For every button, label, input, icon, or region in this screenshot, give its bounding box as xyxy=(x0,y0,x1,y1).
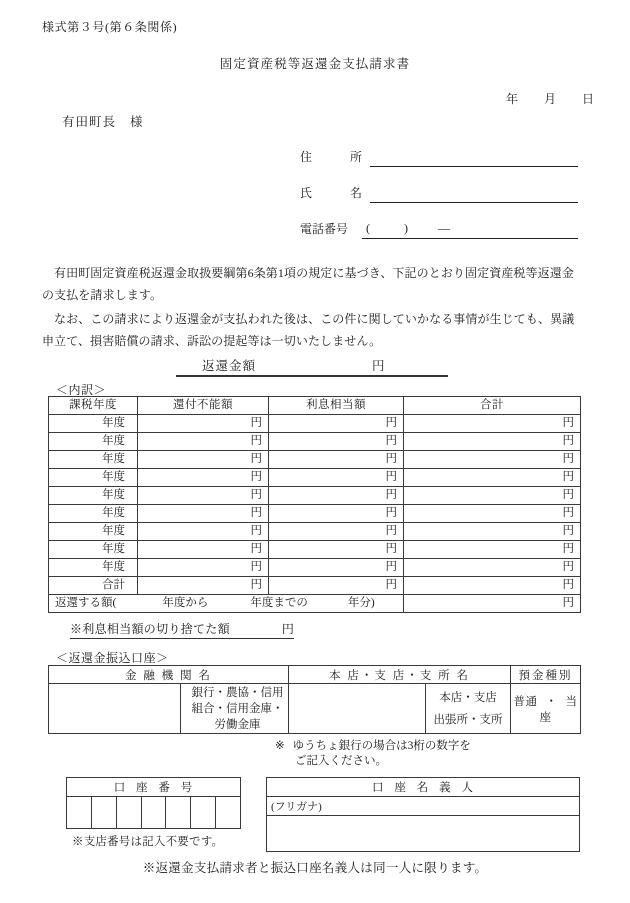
date-day-label: 日 xyxy=(581,92,594,106)
table-row[interactable] xyxy=(49,523,581,541)
address-field-row xyxy=(300,143,578,167)
table-row[interactable] xyxy=(49,451,581,469)
account-holder-table xyxy=(266,777,580,852)
cell-interest: 円 xyxy=(269,451,404,469)
refund-span-description xyxy=(49,595,404,613)
breakdown-section-label: ＜内訳＞ xyxy=(56,383,107,397)
cell-interest: 円 xyxy=(269,415,404,433)
body-paragraph-2: なお、この請求により返還金が支払われた後は、この件に関していかなる事情が生じても、異議申立て、損害賠償の請求、訴訟の提起等は一切いたしません。 xyxy=(42,312,575,348)
address-label xyxy=(300,151,370,167)
cell-irrecoverable: 円 xyxy=(138,451,269,469)
cell-total: 円 xyxy=(404,505,581,523)
account-number-digit-5[interactable] xyxy=(166,797,191,829)
cell-interest: 円 xyxy=(269,487,404,505)
refund-span-segment-1: 返還する額( xyxy=(55,597,117,609)
addressee xyxy=(62,112,144,130)
cell-tax-year-total: 合計 xyxy=(49,577,138,595)
branch-type-line-2: 出張所・支所 xyxy=(433,713,503,726)
name-input[interactable] xyxy=(370,180,578,203)
branch-number-note: ※支店番号は記入不要です。 xyxy=(72,836,224,848)
cell-total: 円 xyxy=(404,559,581,577)
bank-header-branch: 本 店・支 店・支 所 名 xyxy=(289,666,511,684)
cell-total-total: 円 xyxy=(404,577,581,595)
account-number-digit-3[interactable] xyxy=(116,797,141,829)
cell-irrecoverable: 円 xyxy=(138,469,269,487)
address-label-char-1: 住 xyxy=(300,150,313,164)
cell-interest: 円 xyxy=(269,523,404,541)
cell-irrecoverable-total: 円 xyxy=(138,577,269,595)
name-field-row xyxy=(300,179,578,203)
cell-total: 円 xyxy=(404,541,581,559)
name-label xyxy=(300,187,370,203)
refund-span-segment-2: 年度から xyxy=(162,597,209,609)
furigana-row xyxy=(267,797,580,816)
name-label-char-1: 氏 xyxy=(300,186,313,200)
addressee-honorific: 様 xyxy=(130,115,144,129)
truncate-note-unit: 円 xyxy=(281,622,295,636)
final-note: ※返還金支払請求者と振込口座名義人は同一人に限ります。 xyxy=(142,861,488,875)
bank-body-row xyxy=(49,684,581,734)
refund-total-label: 返還金額 xyxy=(202,359,257,373)
holder-name-row xyxy=(267,816,580,852)
cell-total: 円 xyxy=(404,415,581,433)
cell-interest: 円 xyxy=(269,469,404,487)
account-number-header-row xyxy=(67,778,241,797)
institution-type-line-3: 労働金庫 xyxy=(214,718,261,731)
address-input[interactable] xyxy=(370,144,578,167)
bank-header-deposit-type: 預金種別 xyxy=(511,666,581,684)
cell-total: 円 xyxy=(404,451,581,469)
yucho-note-mark: ※ xyxy=(275,740,285,752)
applicant-block xyxy=(300,143,578,251)
account-holder-header-row xyxy=(267,778,580,797)
truncate-note xyxy=(70,620,294,639)
account-number-digit-2[interactable] xyxy=(91,797,116,829)
table-row[interactable] xyxy=(49,559,581,577)
cell-irrecoverable: 円 xyxy=(138,433,269,451)
refund-span-segment-3: 年度までの xyxy=(250,597,308,609)
cell-irrecoverable: 円 xyxy=(138,415,269,433)
phone-label: 電話番号 xyxy=(300,222,349,236)
breakdown-header-irrecoverable: 還付不能額 xyxy=(138,397,269,415)
institution-type-line-1: 銀行・農協・信用 xyxy=(191,686,284,699)
cell-irrecoverable: 円 xyxy=(138,505,269,523)
body-paragraph-1: 有田町固定資産税返還金取扱要綱第6条第1項の規定に基づき、下記のとおり固定資産税等返還金の支払を請求します。 xyxy=(42,266,574,302)
branch-name-input[interactable] xyxy=(289,684,426,734)
institution-name-input[interactable] xyxy=(49,684,181,734)
name-label-char-2: 名 xyxy=(349,186,362,200)
yucho-note-line-2: ご記入ください。 xyxy=(295,755,387,767)
cell-interest-total: 円 xyxy=(269,577,404,595)
breakdown-header-tax-year: 課税年度 xyxy=(49,397,138,415)
branch-type-options[interactable] xyxy=(426,684,511,734)
table-row[interactable] xyxy=(49,541,581,559)
deposit-type-current: 当座 xyxy=(539,695,578,724)
truncate-note-text: ※利息相当額の切り捨てた額 xyxy=(70,622,230,636)
refund-total-line[interactable] xyxy=(176,356,448,377)
cell-interest: 円 xyxy=(269,505,404,523)
account-holder-header: 口 座 名 義 人 xyxy=(267,778,580,797)
account-holder-name-input[interactable] xyxy=(267,816,580,852)
cell-irrecoverable: 円 xyxy=(138,541,269,559)
cell-total: 円 xyxy=(404,433,581,451)
date-year-label: 年 xyxy=(505,92,518,106)
bank-section-label: ＜返還金振込口座＞ xyxy=(56,651,169,665)
yucho-bank-note xyxy=(275,739,471,769)
cell-interest: 円 xyxy=(269,541,404,559)
deposit-type-separator: ・ xyxy=(545,695,558,708)
table-row[interactable] xyxy=(49,469,581,487)
date-line xyxy=(0,90,594,107)
table-row[interactable] xyxy=(49,415,581,433)
furigana-input[interactable]: (フリガナ) xyxy=(267,797,580,816)
refund-span-segment-4: 年分) xyxy=(347,597,375,609)
breakdown-header-interest: 利息相当額 xyxy=(269,397,404,415)
phone-input[interactable] xyxy=(362,216,578,239)
cell-tax-year: 年度 xyxy=(49,487,138,505)
phone-format xyxy=(366,221,450,236)
cell-tax-year: 年度 xyxy=(49,433,138,451)
bank-header-institution: 金 融 機 関 名 xyxy=(49,666,289,684)
phone-paren-close: ) xyxy=(404,221,408,235)
account-number-digit-4[interactable] xyxy=(141,797,166,829)
cell-tax-year: 年度 xyxy=(49,541,138,559)
refund-span-amount: 円 xyxy=(404,595,581,613)
bank-account-table xyxy=(48,665,581,734)
branch-type-line-1: 本店・支店 xyxy=(439,691,497,704)
bank-header-row xyxy=(49,666,581,684)
cell-total: 円 xyxy=(404,523,581,541)
yucho-note-line-1: ゆうちょ銀行の場合は3桁の数字を xyxy=(292,740,471,752)
refund-total-unit: 円 xyxy=(372,359,386,373)
account-number-digit-7[interactable] xyxy=(216,797,241,829)
account-number-digit-6[interactable] xyxy=(191,797,216,829)
cell-irrecoverable: 円 xyxy=(138,487,269,505)
account-number-digit-1[interactable] xyxy=(67,797,92,829)
cell-tax-year: 年度 xyxy=(49,469,138,487)
cell-tax-year: 年度 xyxy=(49,559,138,577)
breakdown-header-total: 合計 xyxy=(404,397,581,415)
bank-table-body xyxy=(49,684,581,734)
deposit-type-options[interactable] xyxy=(511,684,581,734)
table-row-total[interactable] xyxy=(49,577,581,595)
breakdown-header-row xyxy=(49,397,581,415)
table-row[interactable] xyxy=(49,433,581,451)
phone-field-row xyxy=(300,215,578,239)
account-holder-body xyxy=(267,797,580,852)
breakdown-table xyxy=(48,396,581,613)
cell-tax-year: 年度 xyxy=(49,523,138,541)
account-number-table xyxy=(66,777,241,829)
account-number-body xyxy=(67,797,241,829)
cell-tax-year: 年度 xyxy=(49,451,138,469)
cell-interest: 円 xyxy=(269,433,404,451)
cell-tax-year: 年度 xyxy=(49,505,138,523)
refund-span-row[interactable] xyxy=(49,595,581,613)
cell-irrecoverable: 円 xyxy=(138,559,269,577)
cell-irrecoverable: 円 xyxy=(138,523,269,541)
table-row[interactable] xyxy=(49,487,581,505)
phone-dash: ― xyxy=(438,221,450,235)
account-number-header: 口 座 番 号 xyxy=(67,778,241,797)
cell-tax-year: 年度 xyxy=(49,415,138,433)
cell-total: 円 xyxy=(404,469,581,487)
date-month-label: 月 xyxy=(543,92,556,106)
breakdown-table-body xyxy=(49,415,581,613)
addressee-name: 有田町長 xyxy=(62,115,117,129)
account-number-digit-row xyxy=(67,797,241,829)
cell-interest: 円 xyxy=(269,559,404,577)
cell-total: 円 xyxy=(404,487,581,505)
address-label-char-2: 所 xyxy=(349,150,362,164)
deposit-type-ordinary: 普通 xyxy=(513,695,538,708)
institution-type-options[interactable] xyxy=(181,684,289,734)
table-row[interactable] xyxy=(49,505,581,523)
form-number: 様式第３号(第６条関係) xyxy=(42,20,178,34)
page-title: 固定資産税等返還金支払請求書 xyxy=(219,57,411,71)
phone-paren-open: ( xyxy=(366,221,370,235)
institution-type-line-2: 組合・信用金庫・ xyxy=(191,702,284,715)
